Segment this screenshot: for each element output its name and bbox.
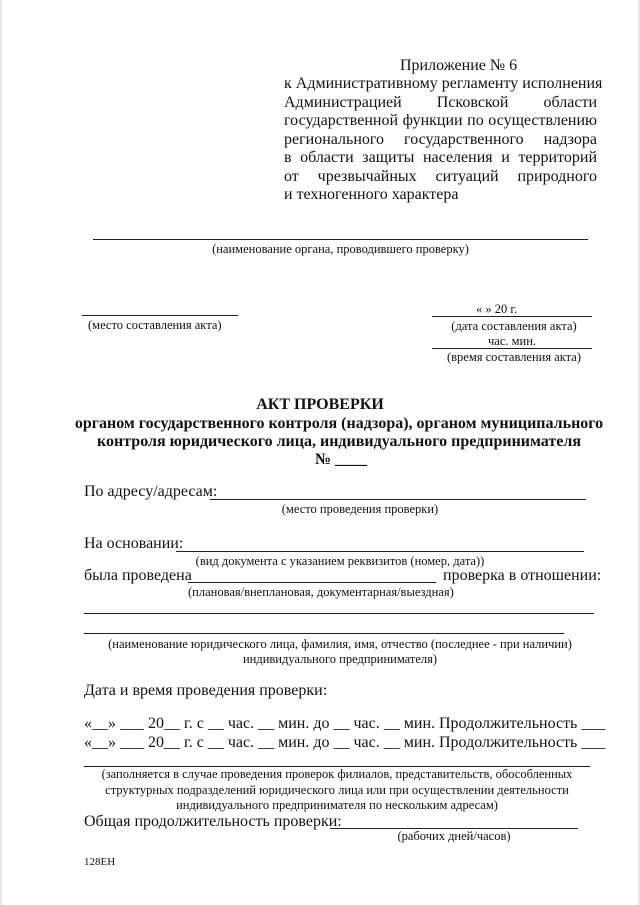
branches-note-line: индивидуального предпринимателя по нескольким адресам) — [176, 798, 498, 812]
date-field[interactable] — [432, 316, 592, 317]
appendix-line: государственной функции по осуществлению — [284, 112, 597, 129]
entity-caption-2: индивидуального предпринимателя) — [242, 652, 438, 666]
conducted-right-label: проверка в отношении: — [443, 567, 602, 584]
time-field[interactable] — [432, 348, 592, 349]
act-title: АКТ ПРОВЕРКИ — [256, 396, 384, 413]
address-label: По адресу/адресам: — [84, 483, 218, 500]
page-left-edge — [0, 0, 2, 905]
entity-caption-1: (наименование юридического лица, фамилия, имя, отчество (последнее - при наличии) — [108, 637, 572, 651]
branches-note — [84, 767, 590, 814]
branches-note-line: структурных подразделений юридического лица или при осуществлении деятельности — [105, 782, 569, 797]
act-subtitle-2: контроля юридического лица, индивидуального предпринимателя — [97, 433, 581, 450]
date-template: « » 20 г. — [476, 302, 518, 316]
appendix-title: Приложение № 6 — [400, 57, 518, 74]
total-caption: (рабочих дней/часов) — [397, 829, 511, 843]
basis-field[interactable] — [176, 551, 584, 552]
basis-label: На основании: — [84, 535, 184, 552]
act-number: № ____ — [315, 451, 368, 468]
total-label: Общая продолжительность проверки: — [84, 813, 342, 830]
conducted-field[interactable] — [188, 582, 436, 583]
entity-field-2[interactable] — [84, 633, 564, 634]
appendix-line: регионального государственного надзора — [284, 130, 597, 148]
footer-code: 128ЕН — [84, 856, 116, 868]
organ-caption: (наименование органа, проводившего проверку) — [212, 242, 469, 256]
act-subtitle-1: органом государственного контроля (надзора), органом муниципального — [74, 415, 604, 432]
place-field[interactable] — [82, 315, 238, 316]
entity-field-1[interactable] — [84, 613, 594, 614]
appendix-line: к Административному регламенту исполнения — [284, 75, 603, 92]
time-template: час. мин. — [488, 334, 537, 348]
place-caption: (место составления акта) — [88, 318, 222, 332]
appendix-line: и техногенного характера — [284, 186, 459, 203]
address-field[interactable] — [210, 499, 586, 500]
branches-note-line: (заполняется в случае проведения проверок филиалов, представительств, обособленных — [101, 767, 573, 781]
appendix-line: Администрацией Псковской области — [284, 93, 597, 111]
appendix-text — [284, 75, 603, 205]
date-caption: (дата составления акта) — [451, 319, 577, 333]
appendix-line: от чрезвычайных ситуаций природного — [284, 167, 597, 185]
datetime-label: Дата и время проведения проверки: — [84, 682, 328, 699]
basis-caption: (вид документа с указанием реквизитов (номер, дата)) — [195, 554, 485, 568]
conducted-label: была проведена — [84, 567, 192, 584]
datetime-row-2: «__» ___ 20__ г. с __ час. __ мин. до __ час. __ мин. Продолжительность ___ — [84, 734, 606, 751]
time-caption: (время составления акта) — [446, 350, 582, 364]
appendix-line: в области защиты населения и территорий — [284, 149, 597, 166]
address-caption: (место проведения проверки) — [281, 502, 439, 516]
datetime-row-1: «__» ___ 20__ г. с __ час. __ мин. до __ час. __ мин. Продолжительность ___ — [84, 715, 606, 732]
conducted-caption: (плановая/внеплановая, документарная/выездная) — [188, 585, 454, 599]
organ-field[interactable] — [93, 239, 588, 240]
